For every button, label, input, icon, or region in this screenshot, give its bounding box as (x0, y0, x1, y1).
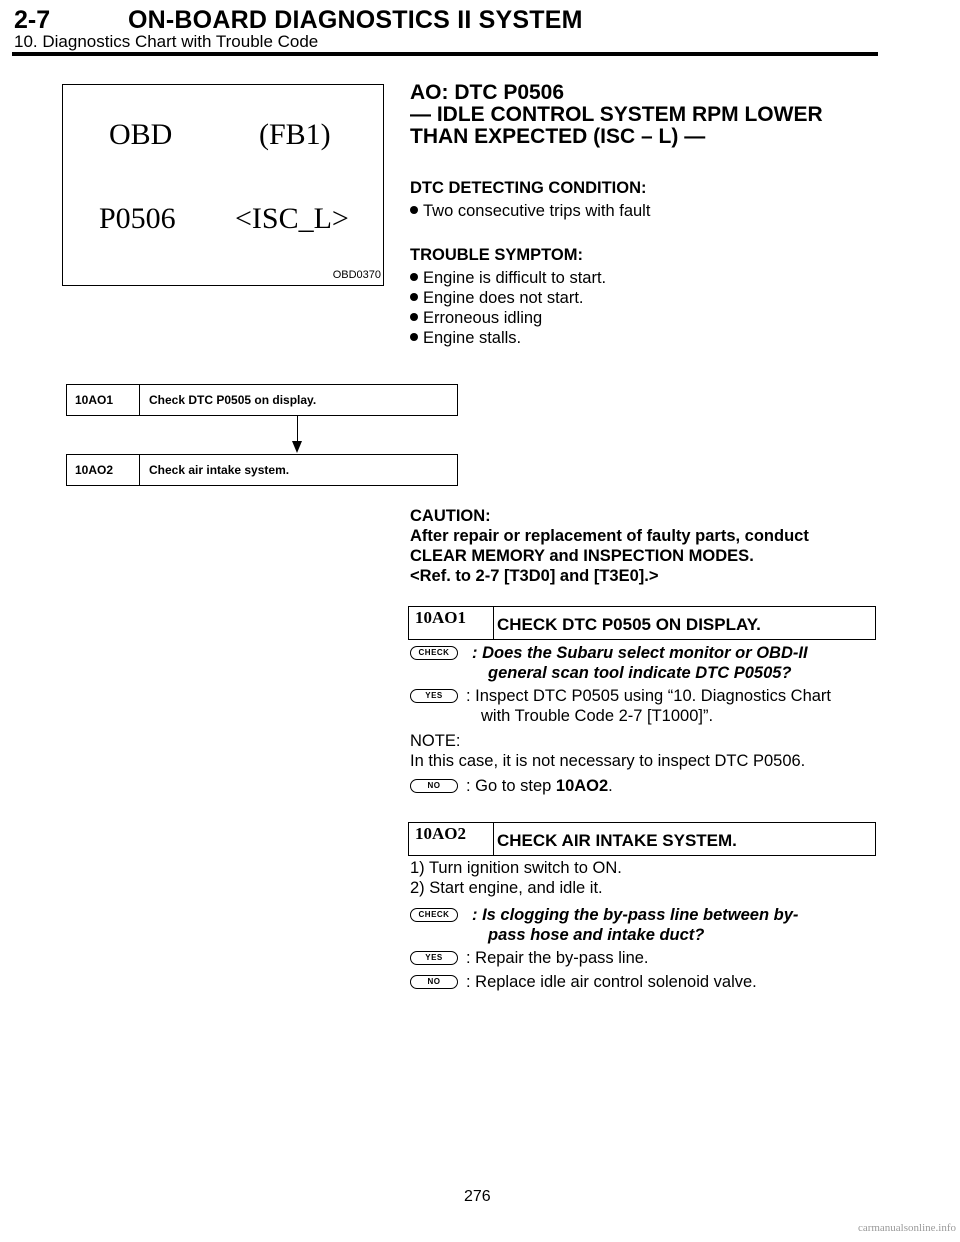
check-question: pass hose and intake duct? (488, 926, 705, 944)
yes-answer: : Inspect DTC P0505 using “10. Diagnostics Chart (466, 687, 832, 705)
screen-obd-text: OBD (109, 118, 173, 151)
caution-reference: <Ref. to 2-7 [T3D0] and [T3E0].> (410, 567, 659, 585)
instruction-text: 1) Turn ignition switch to ON. (410, 859, 622, 877)
step-title: CHECK DTC P0505 ON DISPLAY. (497, 615, 761, 634)
step-title: CHECK AIR INTAKE SYSTEM. (497, 831, 737, 850)
page-subtitle: 10. Diagnostics Chart with Trouble Code (14, 32, 319, 51)
instruction-text: 2) Start engine, and idle it. (410, 879, 603, 897)
yes-answer: with Trouble Code 2-7 [T1000]”. (481, 707, 714, 725)
screen-isc-label: <ISC_L> (235, 202, 349, 235)
watermark: carmanualsonline.info (857, 1222, 956, 1234)
no-answer: : Go to step 10AO2. (466, 777, 613, 795)
page-title: ON-BOARD DIAGNOSTICS II SYSTEM (128, 6, 583, 34)
page-number: 276 (464, 1188, 491, 1205)
no-answer: : Replace idle air control solenoid valve. (466, 973, 757, 991)
note-label: NOTE: (410, 732, 461, 750)
figure-code: OBD0370 (332, 269, 381, 281)
step-code: 10AO2 (409, 823, 494, 855)
caution-text: After repair or replacement of faulty parts, conduct (410, 527, 809, 545)
yes-answer: : Repair the by-pass line. (466, 949, 649, 967)
screen-fb1-text: (FB1) (259, 118, 331, 151)
note-text: In this case, it is not necessary to inspect DTC P0506. (410, 752, 806, 770)
symptom-item: Engine is difficult to start. (410, 268, 606, 288)
symptom-item: Engine stalls. (410, 328, 521, 348)
trouble-symptom-label: TROUBLE SYMPTOM: (410, 246, 583, 264)
step-link-10ao2[interactable]: 10AO2 (555, 777, 609, 795)
screen-dtc-code: P0506 (99, 202, 176, 235)
dtc-heading-line1: AO: DTC P0506 (410, 81, 565, 104)
caution-text: CLEAR MEMORY and INSPECTION MODES. (410, 547, 754, 565)
symptom-item: Erroneous idling (410, 308, 542, 328)
flow-step-code: 10AO2 (67, 455, 140, 485)
flow-arrow-down-icon (292, 441, 302, 453)
flow-step-code: 10AO1 (67, 385, 140, 415)
yes-badge-icon: YES (410, 689, 458, 703)
section-number: 2-7 (14, 6, 51, 34)
bullet-icon (410, 293, 418, 301)
check-badge-icon: CHECK (410, 908, 458, 922)
bullet-icon (410, 333, 418, 341)
scan-tool-screen-figure (62, 84, 384, 286)
step-code: 10AO1 (409, 607, 494, 639)
caution-label: CAUTION: (410, 507, 491, 525)
detecting-condition-label: DTC DETECTING CONDITION: (410, 179, 647, 197)
step-header-10ao1 (408, 606, 876, 640)
detecting-condition-item: Two consecutive trips with fault (410, 201, 650, 221)
flow-step-desc: Check DTC P0505 on display. (149, 393, 317, 407)
bullet-icon (410, 206, 418, 214)
yes-badge-icon: YES (410, 951, 458, 965)
check-badge-icon: CHECK (410, 646, 458, 660)
header-rule (12, 52, 878, 56)
step-header-10ao2 (408, 822, 876, 856)
flow-step-box (66, 454, 458, 486)
check-question: : Does the Subaru select monitor or OBD-II (472, 644, 808, 662)
no-badge-icon: NO (410, 779, 458, 793)
bullet-icon (410, 273, 418, 281)
dtc-heading-line3: THAN EXPECTED (ISC – L) — (410, 125, 706, 148)
check-question: : Is clogging the by-pass line between by- (472, 906, 799, 924)
flow-step-box (66, 384, 458, 416)
check-question: general scan tool indicate DTC P0505? (488, 664, 792, 682)
bullet-icon (410, 313, 418, 321)
dtc-heading-line2: — IDLE CONTROL SYSTEM RPM LOWER (410, 103, 823, 126)
symptom-item: Engine does not start. (410, 288, 584, 308)
flow-step-desc: Check air intake system. (149, 463, 290, 477)
flow-connector (297, 416, 298, 442)
no-badge-icon: NO (410, 975, 458, 989)
